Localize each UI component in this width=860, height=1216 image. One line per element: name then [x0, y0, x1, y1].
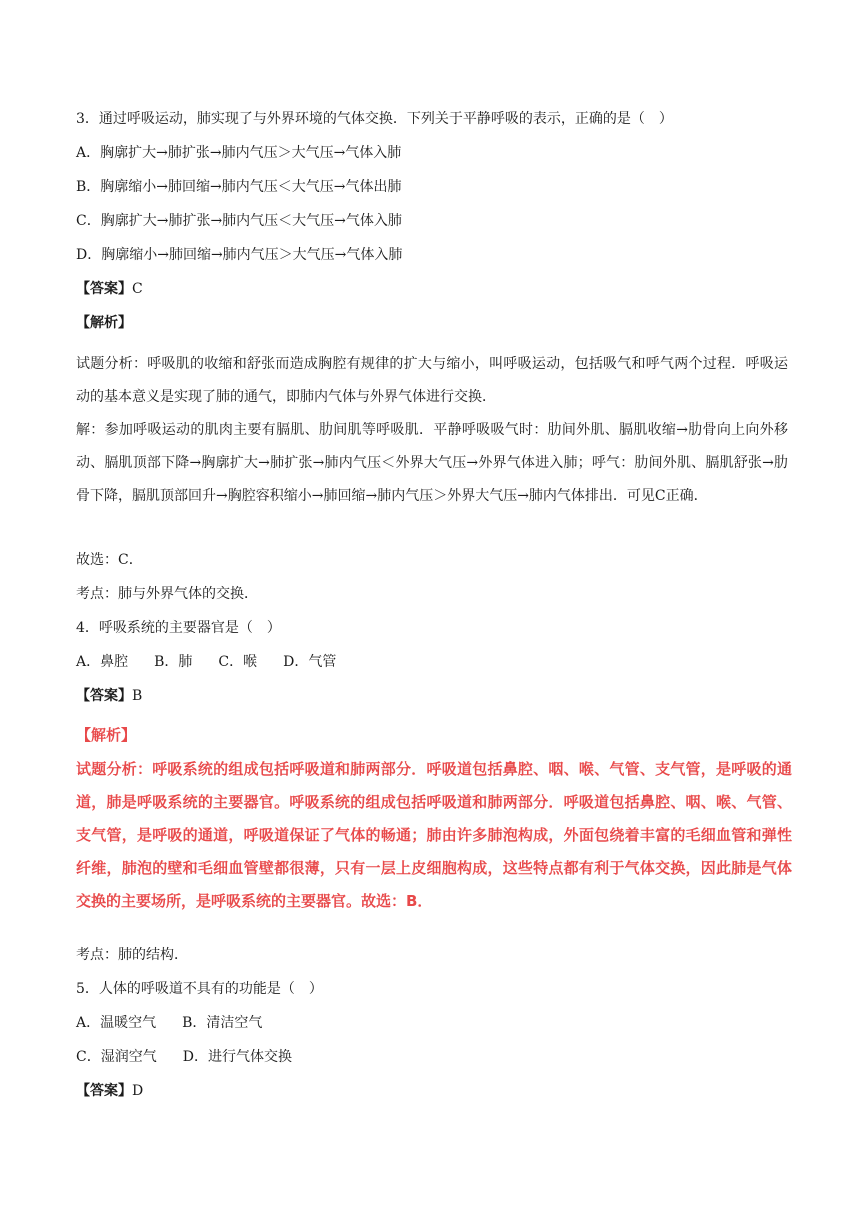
q3-stem: 3．通过呼吸运动，肺实现了与外界环境的气体交换．下列关于平静呼吸的表示，正确的是（ ） — [76, 111, 673, 127]
q4-option-b: B．肺 — [154, 654, 193, 670]
answer-label: 【答案】 — [76, 688, 132, 704]
q5-option-a: A．温暖空气 — [76, 1015, 157, 1031]
answer-value: C — [132, 281, 143, 297]
q4-option-d: D．气管 — [283, 654, 337, 670]
q4-options — [76, 653, 336, 671]
q5-answer — [76, 1082, 143, 1100]
q4-stem: 4．呼吸系统的主要器官是（ ） — [76, 620, 281, 636]
q3-option-b: B．胸廓缩小→肺回缩→肺内气压＜大气压→气体出肺 — [76, 179, 402, 195]
q4-exam-point: 考点：肺的结构． — [76, 947, 188, 963]
q3-option-a: A．胸廓扩大→肺扩张→肺内气压＞大气压→气体入肺 — [76, 145, 402, 161]
answer-value: B — [132, 688, 143, 704]
q5-option-c: C．湿润空气 — [76, 1049, 157, 1065]
q3-choice: 故选：C． — [76, 552, 143, 568]
answer-value: D — [132, 1083, 144, 1099]
q3-solution-text: 解：参加呼吸运动的肌肉主要有膈肌、肋间肌等呼吸肌．平静呼吸吸气时：肋间外肌、膈肌收缩→肋骨向上向外移动、膈肌顶部下降→胸廓扩大→肺扩张→肺内气压＜外界大气压→外界气体进入肺；呼气：肋间外肌、膈肌舒张→肋骨下降，膈肌顶部回升→胸腔容积缩小→肺回缩→肺内气压＞外界大气压→肺内气体排出．可见C正确． — [76, 422, 788, 504]
answer-label: 【答案】 — [76, 1083, 132, 1099]
q3-option-d: D．胸廓缩小→肺回缩→肺内气压＞大气压→气体入肺 — [76, 247, 403, 263]
q4-option-c: C．喉 — [218, 654, 258, 670]
q5-option-b: B．清洁空气 — [182, 1015, 263, 1031]
q3-exam-point: 考点：肺与外界气体的交换． — [76, 586, 258, 602]
q3-answer — [76, 280, 143, 298]
q3-analysis-text: 试题分析：呼吸肌的收缩和舒张而造成胸腔有规律的扩大与缩小，叫呼吸运动，包括吸气和呼气两个过程．呼吸运动的基本意义是实现了肺的通气，即肺内气体与外界气体进行交换． — [76, 356, 788, 405]
q4-analysis-label: 【解析】 — [76, 726, 137, 744]
q5-stem: 5．人体的呼吸道不具有的功能是（ ） — [76, 981, 323, 997]
q4-analysis-text: 试题分析：呼吸系统的组成包括呼吸道和肺两部分．呼吸道包括鼻腔、咽、喉、气管、支气管，是呼吸的通道，肺是呼吸系统的主要器官。呼吸系统的组成包括呼吸道和肺两部分．呼吸道包括鼻腔、咽、喉、气管、支气管，是呼吸的通道，呼吸道保证了气体的畅通；肺由许多肺泡构成，外面包绕着丰富的毛细血管和弹性纤维，肺泡的壁和毛细血管壁都很薄，只有一层上皮细胞构成，这些特点都有利于气体交换，因此肺是气体交换的主要场所，是呼吸系统的主要器官。故选：B． — [76, 760, 792, 910]
q4-option-a: A．鼻腔 — [76, 654, 129, 670]
answer-label: 【答案】 — [76, 281, 132, 297]
q5-option-d: D．进行气体交换 — [182, 1049, 292, 1065]
q5-options-row1 — [76, 1014, 262, 1032]
q4-answer — [76, 687, 142, 705]
q3-analysis-label: 【解析】 — [76, 315, 132, 331]
q3-option-c: C．胸廓扩大→肺扩张→肺内气压＜大气压→气体入肺 — [76, 213, 402, 229]
q5-options-row2 — [76, 1048, 292, 1066]
